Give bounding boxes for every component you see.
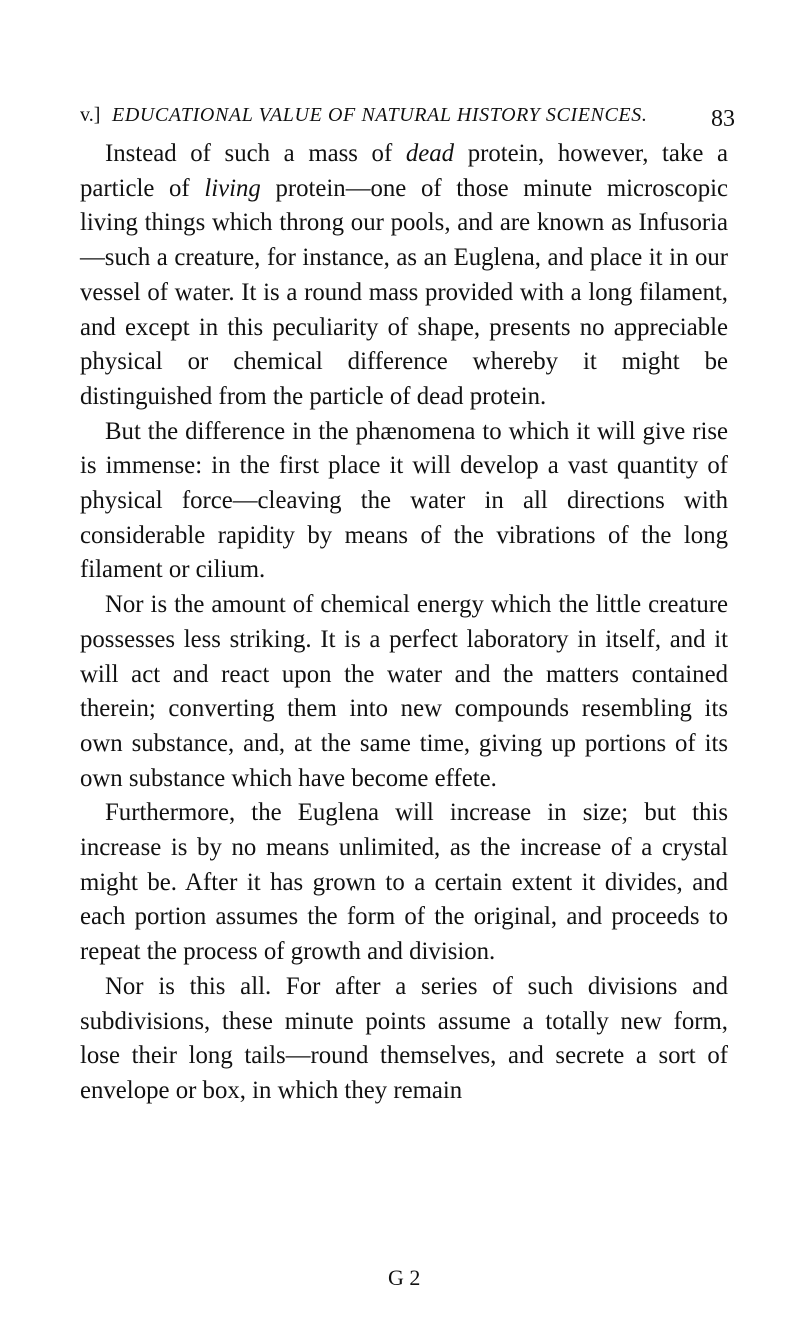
paragraph-1 [80, 137, 728, 415]
paragraph-5: Nor is this all. For after a series of such divisions and subdivisions, these minute points assume a totally new form, lose their long tails—round themselves, and secrete a sort of envelope or box, in which they remain [80, 972, 728, 1104]
page-number: 83 [711, 106, 735, 132]
chapter-number: v.] [80, 104, 101, 126]
paragraph-1-part-2: protein, however, take a particle of [80, 140, 728, 202]
italic-living: living [204, 174, 261, 202]
paragraph-2: But the difference in the phænomena to which it will give rise is immense: in the first place it will develop a vast quantity of physical force—cleaving the water in all directions with considerable rapidity by means of the vibrations of the long filament or cilium. [80, 417, 728, 584]
paragraph-3: Nor is the amount of chemical energy which the little creature possesses less striking. It is a perfect laboratory in itself, and it will act and react upon the water and the matters contained therein; converting them into new compounds resembling its own substance, and, at the same time, giving up portions of its own substance which have become effete. [80, 591, 728, 792]
body-text [80, 137, 728, 1109]
paragraph-1-part-3: protein—one of those minute microscopic living things which throng our pools, and are known as Infusoria—such a creature, for instance, as an Euglena, and place it in our vessel of water. It is a round mass provided with a long filament, and except in this peculiarity of shape, presents no appreciable physical or chemical difference whereby it might be distinguished from the particle of dead protein. [80, 174, 729, 410]
signature-mark: G 2 [388, 1265, 421, 1290]
paragraph-4: Furthermore, the Euglena will increase in size; but this increase is by no means unlimited, as the increase of a crystal might be. After it has grown to a certain extent it divides, and each portion assumes the form of the original, and proceeds to repeat the process of growth and division. [80, 799, 728, 966]
paragraph-1-part-1: Instead of such a mass of [105, 140, 406, 167]
running-head-title: EDUCATIONAL VALUE OF NATURAL HISTORY SCIENCES. [112, 104, 648, 126]
italic-dead: dead [405, 140, 455, 167]
running-head [80, 98, 735, 132]
